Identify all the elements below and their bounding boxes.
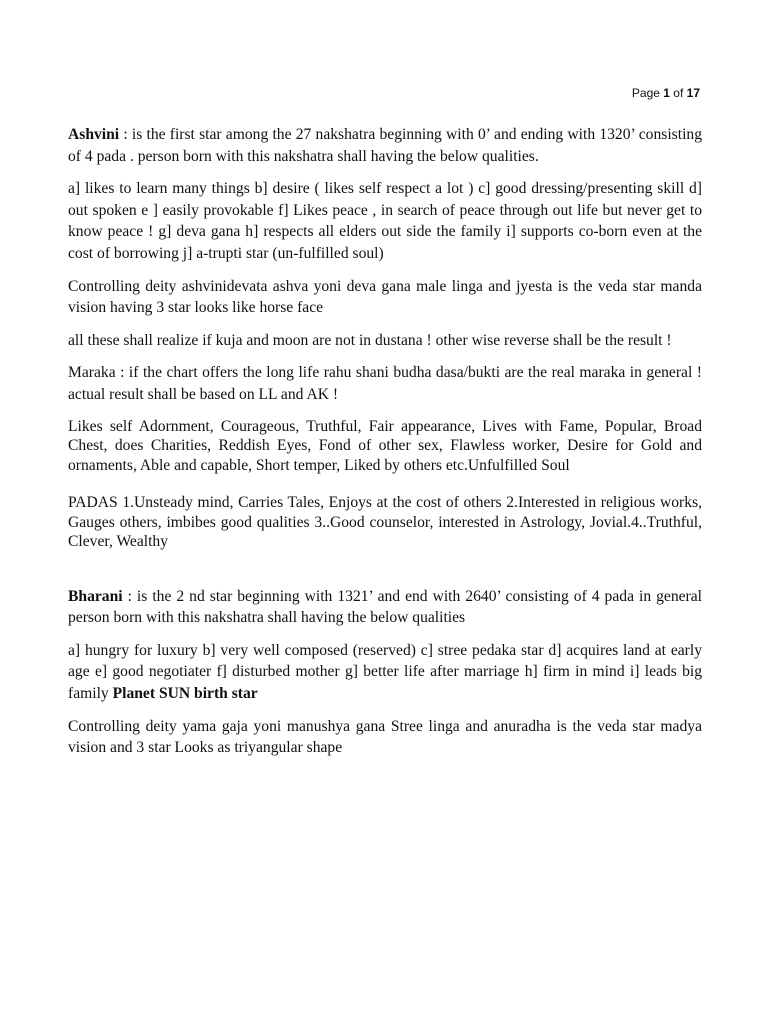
document-body (68, 124, 702, 770)
ashvini-heading: Ashvini (68, 126, 120, 143)
bharani-heading: Bharani (68, 587, 123, 605)
page-label-prefix: Page (631, 86, 664, 100)
current-page: 1 (663, 86, 670, 100)
bharani-qualities-text: a] hungry for luxury b] very well composed (reserved) c] stree pedaka star d] acquires land at early age e] good negotiater f] disturbed mother g] better life after marriage h] firm in mind i] leads big family (68, 641, 702, 702)
bharani-deity-paragraph: Controlling deity yama gaja yoni manushya gana Stree linga and anuradha is the veda star madya vision and 3 star Looks as triyangular shape (68, 717, 702, 757)
bharani-qualities-paragraph (68, 640, 702, 705)
bharani-planet-text: Planet SUN birth star (112, 684, 258, 702)
ashvini-padas-paragraph: PADAS 1.Unsteady mind, Carries Tales, Enjoys at the cost of others 2.Interested in religious works, Gauges others, imbibes good qualities 3..Good counselor, interested in Astrology, Jovial.4..Truthful, Clever, Wealthy (68, 494, 702, 551)
ashvini-intro-paragraph (68, 124, 702, 167)
page-label-of: of (669, 86, 687, 100)
total-pages: 17 (686, 86, 700, 100)
ashvini-realize-paragraph: all these shall realize if kuja and moon are not in dustana ! other wise reverse shall be the result ! (68, 331, 672, 349)
ashvini-maraka-paragraph: Maraka : if the chart offers the long life rahu shani budha dasa/bukti are the real maraka in general ! actual result shall be based on LL and AK ! (68, 364, 702, 403)
page-number (632, 86, 700, 100)
bharani-intro-paragraph (68, 586, 702, 629)
ashvini-intro-text: : is the first star among the 27 nakshatra beginning with 0’ and ending with 1320’ consisting of 4 pada . person born with this nakshatra shall having the below qualities. (68, 126, 702, 165)
ashvini-qualities-paragraph: a] likes to learn many things b] desire ( likes self respect a lot ) c] good dressing/presenting skill d] out spoken e ] easily provokable f] Likes peace , in search of peace through out life but never get to know peace ! g] deva gana h] respects all elders out side the family i] supports co-born even at the cost of borrowing j] a-trupti star (un-fulfilled soul) (68, 180, 702, 262)
bharani-intro-text: : is the 2 nd star beginning with 1321’ and end with 2640’ consisting of 4 pada in general person born with this nakshatra shall having the below qualities (68, 587, 702, 627)
ashvini-likes-paragraph: Likes self Adornment, Courageous, Truthful, Fair appearance, Lives with Fame, Popular, Broad Chest, does Charities, Reddish Eyes, Fond of other sex, Flawless worker, Desire for Gold and ornaments, Able and capable, Short temper, Liked by others etc.Unfulfilled Soul (68, 417, 702, 474)
ashvini-deity-paragraph: Controlling deity ashvinidevata ashva yoni deva gana male linga and jyesta is the veda star manda vision having 3 star looks like horse face (68, 277, 702, 317)
